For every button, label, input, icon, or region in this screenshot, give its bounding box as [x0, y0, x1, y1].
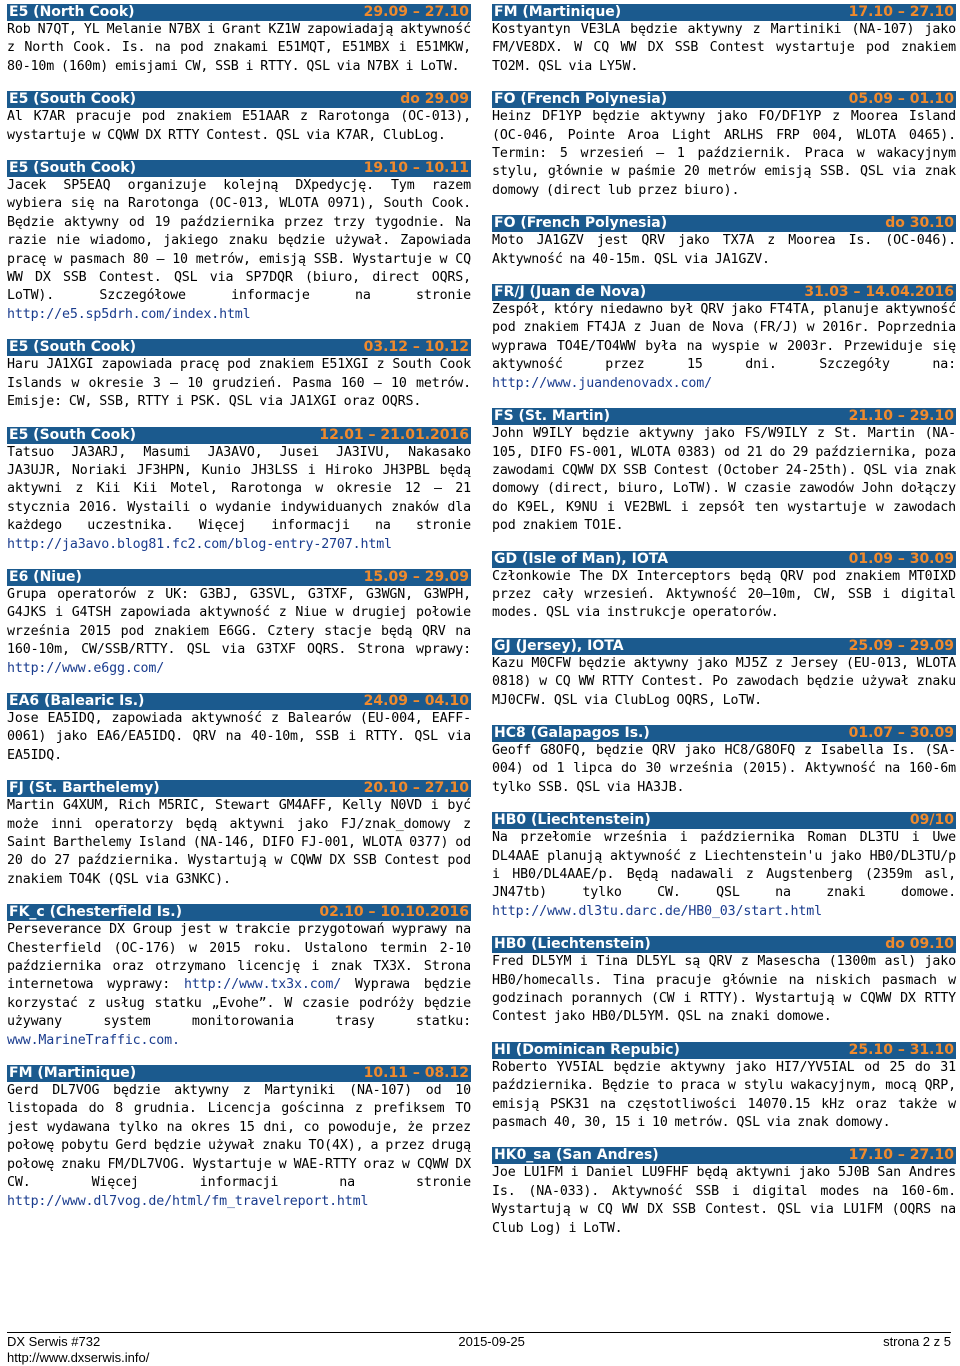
entry-body	[492, 425, 956, 535]
entry-text: Rob N7QT, YL Melanie N7BX i Grant KZ1W zapowiadają aktywność z North Cook. Is. na pod znakami E51MQT, E51MBX i E51MKW, 80-10m (160m) emisjami CW, SSB i RTTY. QSL via N7BX i LoTW.	[7, 22, 471, 74]
dx-entry	[7, 780, 471, 889]
entry-title: E5 (South Cook)	[9, 91, 136, 108]
entry-dates: do 29.09	[400, 91, 469, 108]
entry-body	[492, 829, 956, 921]
entry-text: Geoff G8OFQ, będzie QRV jako HC8/G8OFQ z Isabella Is. (SA-004) od 1 lipca do 30 września (2015). Aktywność na 160-6m tylko SSB. QSL via HA3JB.	[492, 742, 956, 795]
entry-text: Jacek SP5EAQ organizuje kolejną DXpedycję. Tym razem wybiera się na Rarotonga (OC-013, WLOTA 0971), South Cook. Będzie aktywny od 19 października przez trzy tygodnie. Na razie nie wiadomo, jakiego znaku będzie używał. Zapowiada pracę w pasmach 80 – 10 metrów, emisją SSB. Wystartuje w CQ WW DX SSB Contest. QSL via SP7DQR (biuro, direct OQRS, LoTW). Szczegółowe informacje na stronie	[7, 178, 471, 304]
entry-header	[7, 569, 471, 586]
entry-body	[492, 108, 956, 200]
dx-entry	[492, 408, 956, 535]
entry-header	[7, 4, 471, 21]
entry-header	[7, 91, 471, 108]
dx-entry	[492, 936, 956, 1027]
entry-header	[492, 1147, 956, 1164]
entry-header	[492, 551, 956, 568]
entry-header	[7, 693, 471, 710]
dx-entry	[7, 693, 471, 765]
entry-text: John W9ILY będzie aktywny jako FS/W9ILY z St. Martin (NA-105, DIFO FS-001, WLOTA 0383) od 21 do 29 października, poza zawodami CQWW DX SSB Contest (October 24-25th). QSL via znak domowy (direct, biuro, LoTW). W czasie zawodów John dołączy do K9EL, K9NU i VE2BWL i zepsół ten wystartuje w zawodach pod znakiem TO1E.	[492, 426, 956, 534]
dx-entry	[7, 1065, 471, 1211]
entry-link[interactable]: http://www.tx3x.com/	[184, 977, 342, 993]
dx-entry	[492, 725, 956, 797]
entry-title: FK_c (Chesterfield Is.)	[9, 904, 182, 921]
dx-entry	[492, 215, 956, 269]
entry-text: Członkowie The DX Interceptors będą QRV pod znakiem MT0IXD przez cały wrzesień. Aktywność 20–10m, CW, SSB i digital modes. QSL via instrukcje operatorów.	[492, 568, 956, 621]
entry-text: Grupa operatorów z UK: G3BJ, G3SVL, G3TXF, G3WGN, G3WPH, G4JKS i G4TSH zapowiada aktywność z Niue w drugiej połowie września 2015 pod znakiem E6GG. Cztery stacje będą QRV na 160-10m, CW/SSB/RTTY. QSL via G3TXF OQRS. Strona wprawy:	[7, 586, 471, 658]
entry-body	[7, 108, 471, 145]
entry-body	[7, 921, 471, 1050]
entry-link[interactable]: http://ja3avo.blog81.fc2.com/blog-entry-2707.html	[7, 536, 392, 552]
entry-dates: 17.10 – 27.10	[848, 1147, 954, 1164]
entry-body	[492, 1164, 956, 1238]
right-column	[492, 4, 956, 1253]
dx-entry	[7, 569, 471, 678]
entry-header	[492, 638, 956, 655]
entry-dates: 29.09 – 27.10	[363, 4, 469, 20]
entry-link[interactable]: http://www.dl3tu.darc.de/HB0_03/start.html	[492, 903, 822, 919]
footer-date: 2015-09-25	[458, 1334, 525, 1349]
entry-body	[492, 21, 956, 76]
entry-title: HC8 (Galapagos Is.)	[494, 724, 650, 741]
entry-dates: 10.11 – 08.12	[363, 1065, 469, 1082]
dx-entry	[492, 91, 956, 200]
footer-issue: DX Serwis #732	[7, 1334, 101, 1349]
entry-text: Al K7AR pracuje pod znakiem E51AAR z Rarotonga (OC-013), wystartuje w CQWW DX RTTY Contest. QSL via K7AR, ClubLog.	[7, 109, 471, 143]
entry-text: Wyprawa będzie korzystać z usług statku „Evohe”. W czasie podróży będzie używany system monitorowania trasy statku:	[7, 977, 471, 1030]
entry-text: Na przełomie września i października Roman DL3TU i Uwe DL4AAE planują aktywność z Liechtenstein'u jako HB0/DL3TU/p i HB0/DL4AAE/p. Będą nadawali z Augstenberg (2359m asl, JN47tb) tylko CW. QSL na znaki domowe.	[492, 830, 956, 901]
entry-text: Zespół, który niedawno był QRV jako FT4TA, planuje aktywność pod znakiem FT4JA z Juan de Nova (FR/J) w 2016r. Poprzednia wyprawa TO4E/TO4WW była na wyspie w 2003r. Przewiduje się aktywność przez 15 dni. Szczegóły na:	[492, 302, 956, 373]
entry-body	[7, 797, 471, 889]
entry-header	[492, 91, 956, 108]
entry-link[interactable]: http://www.e6gg.com/	[7, 660, 165, 676]
entry-header	[7, 780, 471, 797]
entry-header	[492, 812, 956, 829]
entry-body	[492, 655, 956, 710]
entry-dates: 19.10 – 10.11	[363, 160, 469, 177]
entry-dates: do 09.10	[885, 936, 954, 953]
entry-link[interactable]: http://www.juandenovadx.com/	[492, 375, 712, 391]
entry-dates: 17.10 – 27.10	[848, 4, 954, 20]
entry-header	[7, 160, 471, 177]
entry-title: HB0 (Liechtenstein)	[494, 812, 651, 829]
entry-body	[7, 21, 471, 76]
entry-dates: 01.07 – 30.09	[848, 724, 954, 741]
entry-dates: 15.09 – 29.09	[363, 568, 469, 585]
entry-title: E5 (North Cook)	[9, 4, 135, 20]
entry-link[interactable]: http://www.dl7vog.de/html/fm_travelreport.html	[7, 1193, 369, 1209]
entry-body	[492, 742, 956, 797]
entry-text: Heinz DF1YP będzie aktywny jako FO/DF1YP z Moorea Island (OC-046, Pointe Aroa Light ARLHS FRP 004, WLOTA 0465). Termin: 5 wrzesień – 1 październik. Praca w wakacyjnym stylu, głównie w paśmie 20 metrów emisją SSB. QSL via znak domowy (direct lub przez biuro).	[492, 109, 956, 198]
dx-entry	[492, 4, 956, 76]
entry-dates: 03.12 – 10.12	[363, 339, 469, 356]
dx-entry	[7, 160, 471, 324]
entry-text: Gerd DL7VOG będzie aktywny z Martyniki (NA-107) od 10 listopada do 8 grudnia. Licencja gościnna z prefiksem TO jest wydawana tylko na okres 15 dni, co powoduje, że przez połowę pobytu Gerd będzie używał znaku TO(4X), a przez drugą połowę znaku FM/DL7VOG. Wystartuje w WAE-RTTY oraz w CQWW DX CW. Więcej informacji na stronie	[7, 1083, 471, 1191]
entry-body	[492, 568, 956, 623]
entry-text: Jose EA5IDQ, zapowiada aktywność z Balearów (EU-004, EAFF-0061) jako EA6/EA5IDQ. QRV na 40-10m, SSB i RTTY. QSL via EA5IDQ.	[7, 710, 471, 763]
entry-title: E5 (South Cook)	[9, 160, 136, 177]
entry-title: FM (Martinique)	[494, 4, 622, 20]
dx-entry	[7, 91, 471, 145]
page-footer	[7, 1332, 951, 1363]
entry-text: Perseverance DX Group jest w trakcie przygotowań wyprawy na Chesterfield (OC-176) w 2015 roku. Ustalono termin 2-10 października oraz otrzymano licencję i znak TX3X. Strona internetowa wyprawy:	[7, 922, 471, 993]
footer-page: strona 2 z 5	[883, 1334, 951, 1349]
entry-dates: 05.09 – 01.10	[848, 91, 954, 108]
entry-title: FJ (St. Barthelemy)	[9, 780, 160, 797]
entry-body	[7, 586, 471, 678]
entry-text: Kostyantyn VE3LA będzie aktywny z Martiniki (NA-107) jako FM/VE8DX. W CQ WW DX SSB Contest wystartuje pod znakiem TO2M. QSL via LY5W.	[492, 22, 956, 74]
entry-body	[492, 301, 956, 393]
entry-dates: 25.10 – 31.10	[848, 1041, 954, 1058]
entry-body	[7, 1082, 471, 1211]
dx-entry	[492, 1042, 956, 1133]
entry-title: GD (Isle of Man), IOTA	[494, 550, 669, 567]
entry-body	[7, 177, 471, 324]
dx-entry	[492, 284, 956, 393]
entry-text: Moto JA1GZV jest QRV jako TX7A z Moorea Is. (OC-046). Aktywność na 40-15m. QSL via JA1GZV.	[492, 233, 956, 267]
entry-title: FO (French Polynesia)	[494, 91, 668, 108]
entry-title: HK0_sa (San Andres)	[494, 1147, 659, 1164]
entry-title: HB0 (Liechtenstein)	[494, 936, 651, 953]
dx-entry	[492, 638, 956, 710]
dx-entry	[7, 427, 471, 554]
entry-link[interactable]: www.MarineTraffic.com.	[7, 1032, 180, 1048]
entry-dates: 02.10 – 10.10.2016	[319, 904, 469, 921]
entry-link[interactable]: http://e5.sp5drh.com/index.html	[7, 306, 251, 322]
entry-header	[492, 215, 956, 232]
entry-dates: 31.03 – 14.04.2016	[804, 284, 954, 301]
dx-entry	[492, 551, 956, 623]
entry-body	[7, 710, 471, 765]
entry-title: E6 (Niue)	[9, 568, 82, 585]
left-column	[7, 4, 471, 1226]
entry-text: Haru JA1XGI zapowiada pracę pod znakiem E51XGI z South Cook Islands w okresie 3 – 10 grudzień. Pasma 160 – 10 metrów. Emisje: CW, SSB, RTTY i PSK. QSL via JA1XGI oraz OQRS.	[7, 357, 471, 410]
entry-dates: 09/10	[909, 812, 954, 829]
entry-text: Martin G4XUM, Rich M5RIC, Stewart GM4AFF, Kelly N0VD i być może inni operatorzy będą aktywni jako FJ/znak_domowy z Saint Barthelemy Island (NA-146, DIFO FJ-001, WLOTA 0377) od 20 do 27 października. Wystartują w CQWW DX SSB Contest pod znakiem TO4K (QSL via G3NKC).	[7, 798, 471, 887]
entry-text: Roberto YV5IAL będzie aktywny jako HI7/YV5IAL od 25 do 31 października. Będzie to praca w stylu wakacyjnym, mocą QRP, emisją PSK31 na częstotliwości 14070.15 kHz oraz także w pasmach 40, 30, 15 i 10 metrów. QSL via znak domowy.	[492, 1059, 956, 1131]
entry-text: Tatsuo JA3ARJ, Masumi JA3AVO, Jusei JA3IVU, Nakasako JA3UJR, Noriaki JF3HPN, Kunio JH3LSS i Hiroko JH3PBL będą aktywni z Kii Kii Motel, Rarotonga w okresie 12 – 21 stycznia 2016. Wystaili o wydanie indywiduanych znaków dla każdego uczestnika. Więcej informacji na stronie	[7, 444, 471, 534]
entry-text: Fred DL5YM i Tina DL5YL są QRV z Masescha (1300m asl) jako HB0/homecalls. Tina pracuje głównie na niskich pasmach w godzinach porannych (CW i RTTY). Wystartują w CQWW DX RTTY Contest jako HB0/DL5YM. QSL na znaki domowe.	[492, 954, 956, 1025]
entry-title: FR/J (Juan de Nova)	[494, 284, 647, 301]
entry-dates: 25.09 – 29.09	[848, 637, 954, 654]
entry-header	[7, 339, 471, 356]
dx-entry	[492, 812, 956, 921]
footer-site-link[interactable]: http://www.dxserwis.info/	[7, 1350, 150, 1365]
entry-header	[7, 1065, 471, 1082]
entry-title: FM (Martinique)	[9, 1065, 137, 1082]
entry-title: EA6 (Balearic Is.)	[9, 692, 145, 709]
entry-dates: 24.09 – 04.10	[363, 692, 469, 709]
dx-entry	[7, 4, 471, 76]
entry-header	[492, 725, 956, 742]
entry-header	[492, 284, 956, 301]
entry-body	[492, 953, 956, 1027]
entry-dates: 20.10 – 27.10	[363, 780, 469, 797]
entry-header	[492, 1042, 956, 1059]
entry-header	[492, 408, 956, 425]
entry-body	[492, 232, 956, 269]
entry-title: E5 (South Cook)	[9, 339, 136, 356]
entry-title: HI (Dominican Repubic)	[494, 1041, 680, 1058]
entry-body	[7, 444, 471, 554]
entry-title: FO (French Polynesia)	[494, 215, 668, 232]
dx-entry	[7, 339, 471, 411]
entry-dates: 12.01 – 21.01.2016	[319, 426, 469, 443]
entry-dates: 01.09 – 30.09	[848, 550, 954, 567]
entry-dates: 21.10 – 29.10	[848, 408, 954, 425]
entry-title: E5 (South Cook)	[9, 426, 136, 443]
entry-title: FS (St. Martin)	[494, 408, 611, 425]
entry-text: Joe LU1FM i Daniel LU9FHF będą aktywni jako 5J0B San Andres Is. (NA-033). Aktywność SSB i digital modes na 160-6m. Wystartują w CQ WW DX SSB Contest. QSL via LU1FM (OQRS na Club Log) i LoTW.	[492, 1165, 956, 1236]
entry-dates: do 30.10	[885, 215, 954, 232]
entry-title: GJ (Jersey), IOTA	[494, 637, 624, 654]
entry-header	[7, 904, 471, 921]
entry-header	[492, 936, 956, 953]
entry-body	[492, 1059, 956, 1133]
entry-header	[492, 4, 956, 21]
entry-header	[7, 427, 471, 444]
dx-entry	[492, 1147, 956, 1238]
dx-entry	[7, 904, 471, 1050]
entry-body	[7, 356, 471, 411]
entry-text: Kazu M0CFW będzie aktywny jako MJ5Z z Jersey (EU-013, WLOTA 0818) w CQ WW RTTY Contest. Po zawodach będzie używał znaku MJ0CFW. QSL via ClubLog OQRS, LoTW.	[492, 655, 956, 708]
